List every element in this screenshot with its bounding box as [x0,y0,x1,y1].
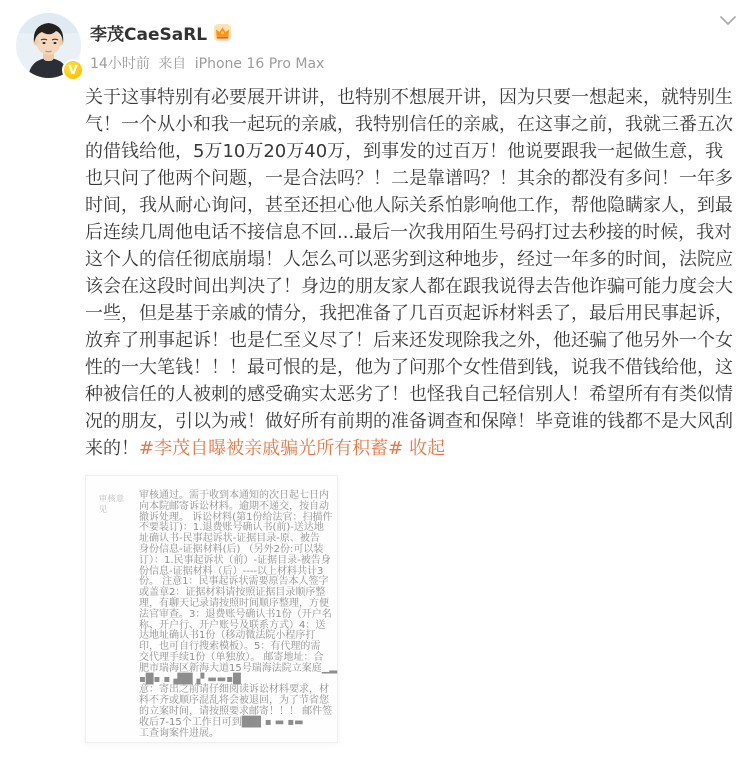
timestamp[interactable]: 14小时前 [90,56,150,72]
doc-line: 撤诉处理。 诉讼材料(第1份给法官：扫描件 [139,511,333,523]
doc-text [139,490,338,739]
doc-line: 收后7-15个工作日可到██▌▪ ▬ ▪▬ [139,716,304,728]
doc-line: 工查询案件进展。 [139,727,219,739]
doc-line: 份。 注意1：民事起诉状需要原告本人签字 [139,576,329,588]
doc-line: 不要装订)：1.退费账号确认书(前)-送达地 [139,522,324,534]
vip-crown-icon [213,23,232,42]
doc-line: 的立案时间，请按照要求邮寄！！！ 邮件签 [139,705,333,717]
doc-line: 或盖章2：证据材料请按照证据目录顺序整 [139,587,326,599]
source-device[interactable]: iPhone 16 Pro Max [194,56,325,72]
username[interactable]: 李茂CaeSaRL [90,25,208,45]
doc-line: 址确认书-民事起诉状-证据目录-原、被告 [139,533,320,545]
doc-line: 理，有聊天记录请按照时间顺序整理，方便 [139,597,329,609]
avatar[interactable] [16,13,81,78]
doc-line: 身份信息-证据材料(后) （另外2份:可以装 [139,543,324,555]
doc-line: 肥市瑞海区新海大道15号瑞海法院立案庭▁▂ [139,662,338,674]
post-text [85,84,735,462]
doc-line: 向本院邮寄诉讼材料。逾期不递交，按自动 [139,500,329,512]
doc-field-label: 审核意见 [99,494,125,514]
doc-line: 交代理手续1份（单独放）。 邮寄地址：合 [139,651,324,663]
doc-line: 审核通过。需于收到本通知的次日起七日内 [139,490,329,501]
doc-line: 法官审查。3：退费账号确认书1份（开户名 [139,608,332,620]
doc-line: 称、开户行、开户账号及联系方式）4：送 [139,619,326,631]
source-prefix: 来自 [158,56,187,72]
verified-badge-icon: V [62,59,84,81]
hashtag-link[interactable]: #李茂自曝被亲戚骗光所有积蓄# [139,438,404,459]
header-text [90,13,737,73]
post-header [0,0,753,78]
doc-line: ▪█▪ ▪ ▟█▌▞ ▬▬▪█ [139,673,241,685]
doc-line: 达地址确认书1份（移动微法院小程序打 [139,630,316,642]
collapse-link[interactable]: 收起 [409,438,446,459]
post-meta [90,53,737,73]
doc-line: 印，也可自行搜索模板）。5：有代理的需 [139,641,321,653]
doc-line: 意：寄出之前请仔细阅读诉讼材料要求，材 [139,684,329,696]
doc-line: 份信息-证据材料（后）----以上材料共计3 [139,565,324,577]
post-text-content: 关于这事特别有必要展开讲讲，也特别不想展开讲，因为只要一想起来，就特别生气！一个从小和我一起玩的亲戚，我特别信任的亲戚，在这事之前，我就三番五次的借钱给他，5万10万20万40万，到事发的过百万！他说要跟我一起做生意，我也只问了他两个问题，一是合法吗？！二是靠谱吗？！其余的都没有多问！一年多时间，我从耐心询问，甚至还担心他人际关系怕影响他工作，帮他隐瞒家人，到最后连续几周他电话不接信息不回...最后一次我用陌生号码打过去秒接的时候，我对这个人的信任彻底崩塌！人怎么可以恶劣到这种地步，经过一年多的时间，法院应该会在这段时间出判决了！身边的朋友家人都在跟我说得去告他诈骗可能力度会大一些，但是基于亲戚的情分，我把准备了几百页起诉材料丢了，最后用民事起诉，放弃了刑事起诉！也是仁至义尽了！后来还发现除我之外，他还骗了他另外一个女性的一大笔钱！！！最可恨的是，他为了问那个女性借到钱，说我不借钱给他，这种被信任的人被刺的感受确实太恶劣了！也怪我自己轻信别人！希望所有有类似情况的朋友，引以为戒！做好所有前期的准备调查和保障！毕竟谁的钱都不是大风刮来的！ [85,87,733,459]
doc-line: 料不齐或顺序混乱将会被退回，为了节省您 [139,695,329,707]
chevron-down-icon[interactable] [719,12,739,28]
attachment-image[interactable] [85,475,338,743]
doc-line: 订）：1.民事起诉状（前）-证据目录-被告身 [139,554,331,566]
